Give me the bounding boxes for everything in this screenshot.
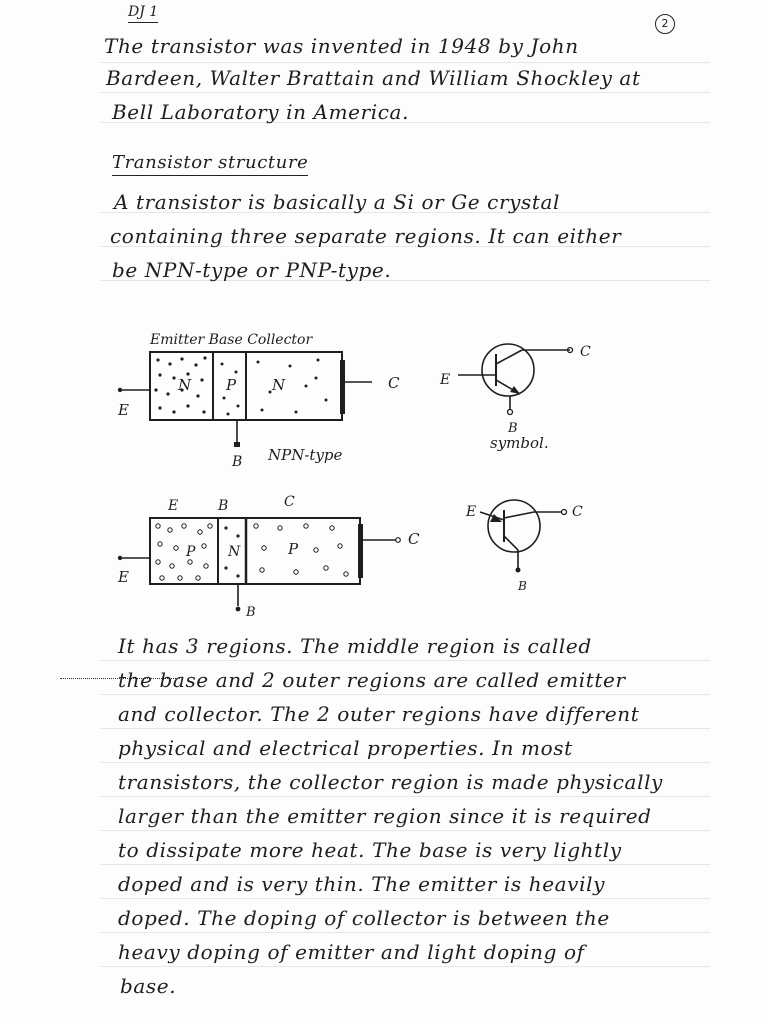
intro-line-3: Bell Laboratory in America. (112, 100, 410, 124)
pnp-symbol-base-line (504, 536, 518, 550)
npn-label-c: C (388, 374, 400, 392)
npn-label-e: E (118, 401, 129, 419)
body-line-3: and collector. The 2 outer regions have different (118, 702, 640, 726)
body-line-1: It has 3 regions. The middle region is called (118, 634, 592, 658)
pnp-collector-terminal (396, 538, 401, 543)
body-line-5: transistors, the collector region is made physically (118, 770, 663, 794)
ruled-line (100, 864, 710, 865)
pnp-collector-holes (254, 524, 348, 576)
ruled-line (100, 932, 710, 933)
npn-collector-dots (257, 359, 328, 414)
pnp-label-e-top: E (168, 498, 179, 514)
body-line-10: heavy doping of emitter and light doping of (118, 940, 585, 964)
npn-emitter-terminal (118, 388, 122, 392)
pnp-region-emitter: P (186, 544, 196, 560)
pnp-region-collector: P (288, 540, 299, 558)
pnp-symbol-collector-terminal (562, 510, 567, 515)
body-line-6: larger than the emitter region since it is required (118, 804, 652, 828)
ruled-line (100, 92, 710, 93)
pnp-symbol-collector-line (504, 512, 534, 518)
npn-symbol-base-terminal (508, 410, 513, 415)
section-title: Transistor structure (112, 152, 308, 176)
npn-symbol-label-c: C (580, 344, 591, 360)
npn-label-b: B (232, 454, 243, 470)
pnp-diagram (0, 488, 768, 628)
pnp-label-b: B (246, 605, 256, 620)
pnp-symbol-circle (488, 500, 540, 552)
body-line-11: base. (120, 974, 177, 998)
npn-symbol-caption: symbol. (490, 434, 549, 452)
body-line-7: to dissipate more heat. The base is very lightly (118, 838, 622, 862)
ruled-line (100, 796, 710, 797)
pnp-emitter-terminal (118, 556, 122, 560)
ruled-line (100, 728, 710, 729)
structure-line-1: A transistor is basically a Si or Ge crystal (114, 190, 561, 214)
ruled-line (100, 898, 710, 899)
npn-region-base: P (226, 376, 237, 394)
intro-line-2: Bardeen, Walter Brattain and William Shockley at (106, 66, 641, 90)
npn-symbol-label-e: E (440, 372, 451, 388)
npn-collector-contact (340, 360, 345, 414)
body-line-8: doped and is very thin. The emitter is heavily (118, 872, 605, 896)
intro-line-1: The transistor was invented in 1948 by John (104, 34, 579, 58)
ruled-line (100, 62, 710, 63)
ruled-line (100, 966, 710, 967)
pnp-label-b-top: B (218, 498, 229, 514)
pnp-label-c-top: C (284, 494, 295, 510)
pnp-collector-contact (358, 524, 363, 578)
pnp-symbol-label-c: C (572, 504, 583, 520)
body-line-9: doped. The doping of collector is between the (118, 906, 610, 930)
ruled-line (100, 660, 710, 661)
body-line-2: the base and 2 outer regions are called emitter (118, 668, 626, 692)
body-line-4: physical and electrical properties. In most (118, 736, 573, 760)
ruled-line (100, 762, 710, 763)
pnp-symbol-base-terminal (516, 568, 521, 573)
structure-line-2: containing three separate regions. It can either (110, 224, 622, 248)
npn-region-emitter: N (178, 376, 192, 394)
npn-region-collector: N (272, 376, 286, 394)
pnp-label-e: E (118, 568, 129, 586)
pnp-label-c: C (408, 530, 420, 548)
date-label: DJ 1 (128, 4, 158, 23)
npn-base-terminal (234, 442, 240, 447)
npn-caption: NPN-type (268, 446, 343, 464)
pnp-region-base: N (228, 544, 241, 560)
ruled-line (100, 830, 710, 831)
pnp-base-terminal (236, 607, 241, 612)
ruled-line (100, 694, 710, 695)
npn-symbol-label-b: B (508, 421, 518, 436)
npn-diagram (0, 320, 768, 480)
npn-symbol-arrow (510, 386, 520, 394)
page-number: 2 (655, 14, 675, 34)
pnp-emitter-holes (156, 524, 212, 580)
npn-heading: Emitter Base Collector (150, 332, 313, 348)
npn-symbol-collector-line (496, 350, 522, 364)
structure-line-3: be NPN-type or PNP-type. (112, 258, 392, 282)
pnp-symbol-label-e: E (466, 504, 477, 520)
npn-symbol-circle (482, 344, 534, 396)
pnp-symbol-label-b: B (518, 579, 527, 593)
